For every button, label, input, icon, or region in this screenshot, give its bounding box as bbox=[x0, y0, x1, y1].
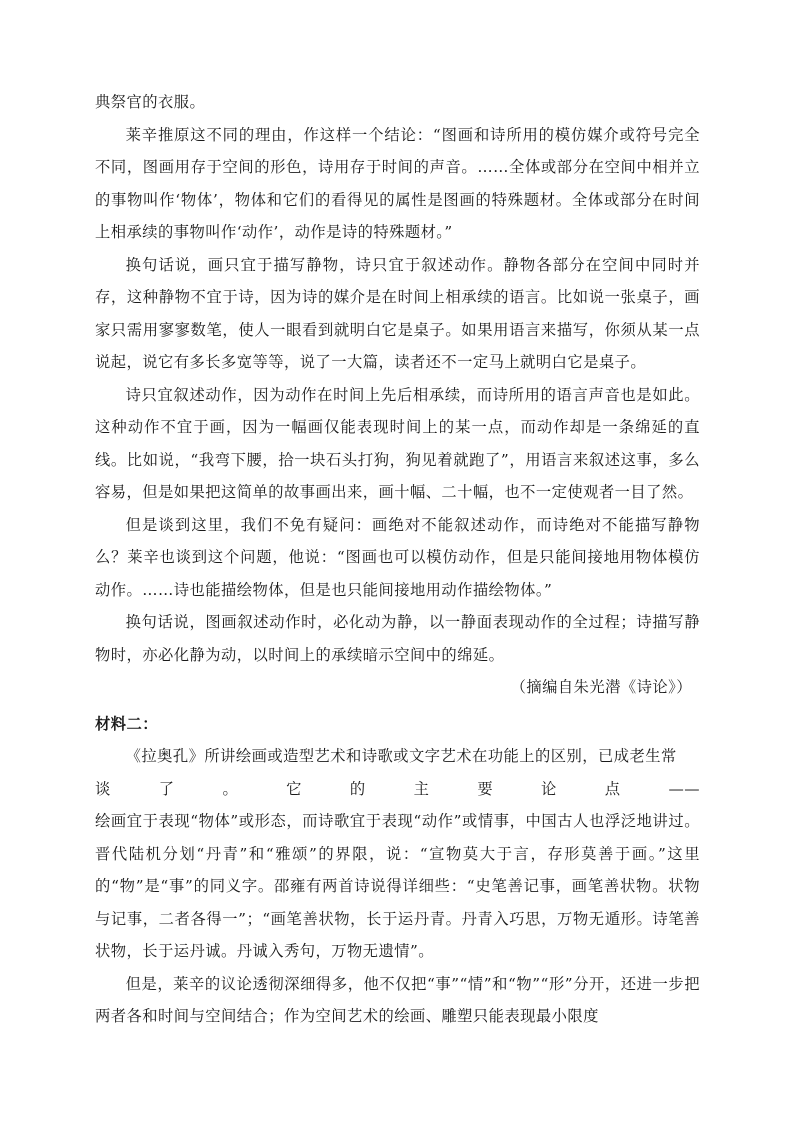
paragraph-laocoon-line1: 《拉奥孔》所讲绘画或造型艺术和诗歌或文字艺术在功能上的区别，已成老生常 bbox=[125, 747, 677, 765]
paragraph-lessing-analysis: 但是，莱辛的议论透彻深细得多，他不仅把“事”“情”和“物”“形”分开，还进一步把两者各和时间与空间结合；作为空间艺术的绘画、雕塑只能表现最小限度 bbox=[95, 974, 700, 1025]
spread-char: 谈 bbox=[95, 779, 111, 798]
paragraph-continuation: 典祭官的衣服。 bbox=[95, 93, 206, 111]
spread-char: 论 bbox=[541, 779, 557, 798]
spread-char: 主 bbox=[413, 779, 430, 798]
document-body bbox=[95, 86, 700, 1033]
spread-char: 的 bbox=[349, 779, 366, 798]
spread-char: 要 bbox=[477, 779, 494, 798]
source-citation: （摘编自朱光潜《诗论》） bbox=[510, 678, 692, 696]
paragraph-laocoon-spread-line bbox=[95, 773, 700, 806]
spread-char: 它 bbox=[286, 779, 302, 798]
paragraph-laocoon-rest: 绘画宜于表现“物体”或形态，而诗歌宜于表现“动作”或情事，中国古人也浮泛地讲过。晋代陆机分划“丹青”和“雅颂”的界限，说：“宣物莫大于言，存形莫善于画。”这里的“物”是“事”的同义字。邵雍有两首诗说得详细些：“史笔善记事，画笔善状物。状物与记事，二者各得一”；“画笔善状物，长于运丹青。丹青入巧思，万物无遁形。诗笔善状物，长于运丹诚。丹诚入秀句，万物无遗情”。 bbox=[95, 812, 700, 960]
paragraph-painting-still-life: 换句话说，画只宜于描写静物，诗只宜于叙述动作。静物各部分在空间中同时并存，这种静物不宜于诗，因为诗的媒介是在时间上相承续的语言。比如说一张桌子，画家只需用寥寥数笔，使人一眼看到就明白它是桌子。如果用语言来描写，你须从某一点说起，说它有多长多宽等等，说了一大篇，读者还不一定马上就明白它是桌子。 bbox=[95, 255, 700, 371]
paragraph-summary: 换句话说，图画叙述动作时，必化动为静，以一静面表现动作的全过程；诗描写静物时，亦必化静为动，以时间上的承续暗示空间中的绵延。 bbox=[95, 613, 700, 664]
spread-char: —— bbox=[668, 779, 700, 798]
spread-char: 了 bbox=[158, 779, 175, 798]
paragraph-lessing-conclusion: 莱辛推原这不同的理由，作这样一个结论：“图画和诗所用的模仿媒介或符号完全不同，图画用存于空间的形色，诗用存于时间的声音。……全体或部分在空间中相并立的事物叫作‘物体’，物体和它们的看得见的属性是图画的特殊题材。全体或部分在时间上相承续的事物叫作‘动作’，动作是诗的特殊题材。” bbox=[95, 125, 700, 241]
paragraph-poetry-action: 诗只宜叙述动作，因为动作在时间上先后相承续，而诗所用的语言声音也是如此。这种动作不宜于画，因为一幅画仅能表现时间上的某一点，而动作却是一条绵延的直线。比如说，“我弯下腰，拾一块石头打狗，狗见着就跑了”，用语言来叙述这事，多么容易，但是如果把这简单的故事画出来，画十幅、二十幅，也不一定使观者一目了然。 bbox=[95, 385, 700, 501]
spread-char: 点 bbox=[604, 779, 621, 798]
spread-char: 。 bbox=[222, 779, 239, 798]
paragraph-question: 但是谈到这里，我们不免有疑问：画绝对不能叙述动作，而诗绝对不能描写静物么？莱辛也谈到这个问题，他说：“图画也可以模仿动作，但是只能间接地用物体模仿动作。……诗也能描绘物体，但是也只能间接地用动作描绘物体。” bbox=[95, 515, 700, 599]
section-heading-material-2: 材料二： bbox=[95, 714, 158, 733]
